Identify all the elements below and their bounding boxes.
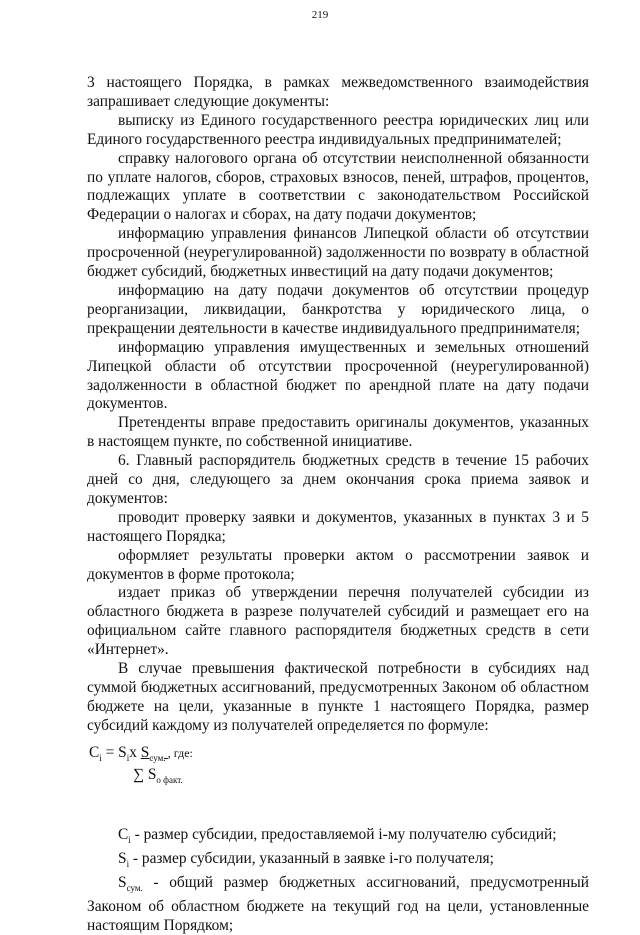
formula-denominator-line bbox=[133, 766, 183, 790]
definition-subscript: i bbox=[128, 834, 131, 845]
formula-numerator-line bbox=[89, 744, 193, 768]
formula-lhs: C bbox=[89, 743, 100, 761]
paragraph: Претенденты вправе предоставить оригиналы документов, указанных в настоящем пункте, по собственной инициативе. bbox=[87, 414, 589, 451]
paragraph: информацию на дату подачи документов об отсутствии процедур реорганизации, ликвидации, банкротства у юридического лица, о прекращении деятельности в качестве индивидуального предпринимателя; bbox=[87, 281, 589, 337]
definition-symbol: C bbox=[118, 825, 129, 843]
paragraph: издает приказ об утверждении перечня получателей субсидии из областного бюджета в разрезе получателей субсидий и размещает его на официальном сайте главного распорядителя бюджетных средств в сети «Интернет». bbox=[87, 584, 589, 659]
definition-subscript: i bbox=[126, 858, 130, 869]
paragraph: выписку из Единого государственного реестра юридических лиц или Единого государственного реестра индивидуальных предпринимателей; bbox=[87, 111, 589, 148]
definition-subscript: сум. bbox=[126, 882, 143, 893]
paragraph: 3 настоящего Порядка, в рамках межведомственного взаимодействия запрашивает следующие документы: bbox=[87, 74, 589, 110]
definition-text: - размер субсидии, указанный в заявке i-го получателя; bbox=[129, 849, 494, 867]
definition-item bbox=[87, 826, 589, 850]
paragraph: информацию управления финансов Липецкой области об отсутствии просроченной (неурегулированной) задолженности по возврату в областной бюджет субсидий, бюджетных инвестиций на дату подачи документов; bbox=[87, 225, 589, 281]
formula-denominator: ∑ S bbox=[133, 765, 157, 783]
formula-lhs-sub: i bbox=[99, 752, 102, 763]
formula-numerator-sub: сум. bbox=[149, 752, 168, 763]
paragraph: справку налогового органа об отсутствии неисполненной обязанности по уплате налогов, сборов, страховых взносов, пеней, штрафов, процентов, подлежащих уплате в соответствии с законодательством Российской Федерации о налогах и сборах, на дату подачи документов; bbox=[87, 149, 589, 224]
definition-symbol: S bbox=[118, 873, 127, 891]
paragraph: информацию управления имущественных и земельных отношений Липецкой области об отсутствии просроченной (неурегулированной) задолженности в областной бюджет по арендной плате на дату подачи документов. bbox=[87, 338, 589, 413]
document-body bbox=[87, 74, 589, 935]
paragraph: 6. Главный распорядитель бюджетных средств в течение 15 рабочих дней со дня, следующего за днем окончания срока приема заявок и документов: bbox=[87, 452, 589, 507]
paragraph: оформляет результаты проверки актом о рассмотрении заявок и документов в форме протокола; bbox=[87, 546, 589, 583]
formula-denominator-sub: о факт. bbox=[156, 774, 183, 785]
definition-text: - размер субсидии, предоставляемой i-му получателю субсидий; bbox=[130, 825, 557, 843]
page-number: 219 bbox=[311, 9, 329, 21]
definition-text: - общий размер бюджетных ассигнований, предусмотренный Законом об областном бюджете на текущий год на цели, установленные настоящим Порядком; bbox=[87, 873, 589, 934]
formula-times: x bbox=[129, 743, 141, 761]
definition-item bbox=[87, 850, 589, 874]
definitions bbox=[87, 826, 589, 935]
subsidy-formula bbox=[87, 744, 589, 798]
formula-numerator-sym: S bbox=[140, 743, 150, 761]
formula-where: , где: bbox=[167, 745, 193, 760]
paragraph: проводит проверку заявки и документов, указанных в пунктах 3 и 5 настоящего Порядка; bbox=[87, 508, 589, 545]
formula-equals: = S bbox=[101, 743, 127, 761]
paragraph: В случае превышения фактической потребности в субсидиях над суммой бюджетных ассигнований, предусмотренных Законом об областном бюджете на цели, указанные в пункте 1 настоящего Порядка, размер субсидий каждому из получателей определяется по формуле: bbox=[87, 660, 589, 734]
definition-item bbox=[87, 874, 589, 935]
formula-s-sub: i bbox=[126, 752, 130, 763]
formula-numerator bbox=[141, 744, 168, 761]
definition-symbol: S bbox=[118, 849, 127, 867]
